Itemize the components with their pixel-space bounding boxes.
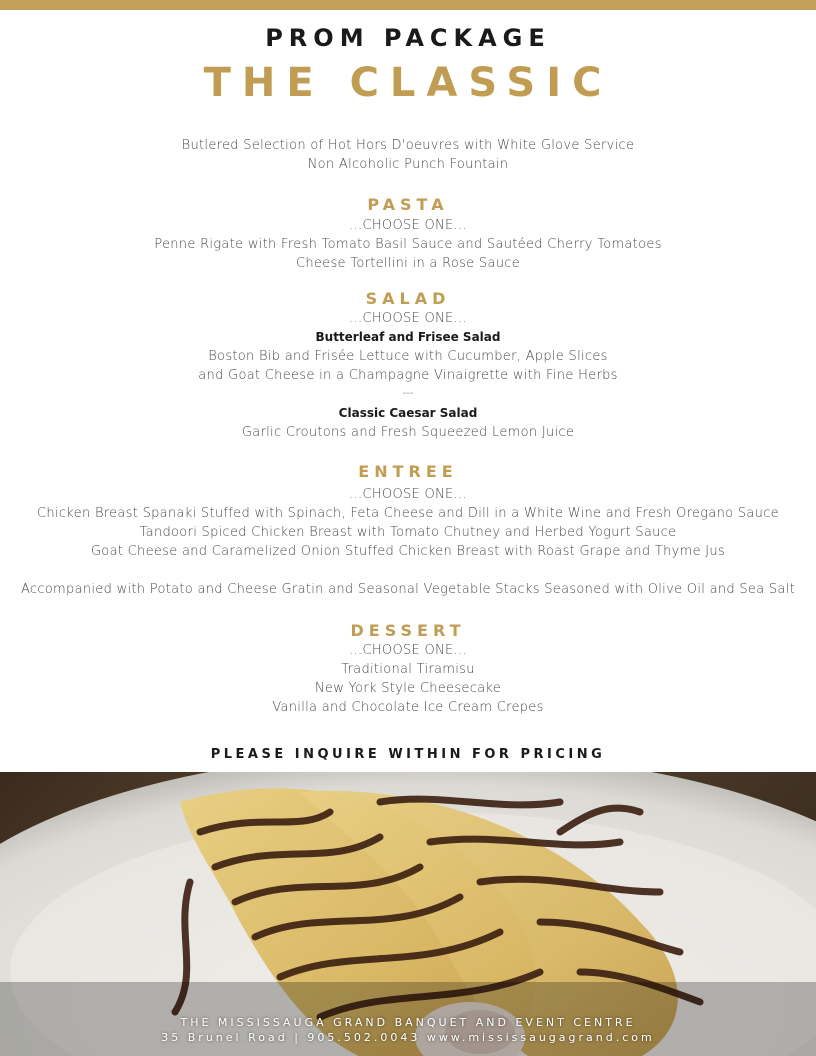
entree-item: Goat Cheese and Caramelized Onion Stuffed Chicken Breast with Roast Grape and Thyme Jus	[90, 544, 726, 559]
dessert-choose: ...CHOOSE ONE...	[349, 643, 467, 658]
dessert-item: Vanilla and Chocolate Ice Cream Crepes	[272, 700, 544, 715]
entree-item: Tandoori Spiced Chicken Breast with Tomato Chutney and Herbed Yogurt Sauce	[139, 525, 677, 540]
intro-line: Non Alcoholic Punch Fountain	[307, 157, 509, 172]
entree-accompaniment: Accompanied with Potato and Cheese Gratin and Seasonal Vegetable Stacks Seasoned with Olive Oil and Sea Salt	[20, 582, 796, 597]
salad-option-name: Butterleaf and Frisee Salad	[315, 330, 501, 344]
crepe-illustration	[0, 772, 816, 1056]
dessert-item: New York Style Cheesecake	[314, 681, 502, 696]
salad-choose: ...CHOOSE ONE...	[349, 311, 467, 326]
pasta-heading: PASTA	[367, 195, 449, 214]
pasta-item: Penne Rigate with Fresh Tomato Basil Sauce and Sautéed Cherry Tomatoes	[154, 237, 662, 252]
package-name: THE CLASSIC	[203, 60, 613, 106]
pasta-item: Cheese Tortellini in a Rose Sauce	[295, 256, 521, 271]
salad-option-name: Classic Caesar Salad	[338, 406, 478, 420]
salad-description: and Goat Cheese in a Champagne Vinaigrette with Fine Herbs	[198, 368, 618, 383]
dessert-heading: DESSERT	[350, 621, 466, 640]
salad-separator: ---	[402, 388, 414, 399]
salad-description: Boston Bib and Frisée Lettuce with Cucumber, Apple Slices	[208, 349, 608, 364]
salad-description: Garlic Croutons and Fresh Squeezed Lemon Juice	[241, 425, 575, 440]
dessert-item: Traditional Tiramisu	[341, 662, 475, 677]
package-title: PROM PACKAGE	[265, 24, 551, 52]
salad-heading: SALAD	[365, 289, 451, 308]
intro-line: Butlered Selection of Hot Hors D'oeuvres with White Glove Service	[181, 138, 635, 153]
top-accent-bar	[0, 0, 816, 10]
crepe-dessert-photo	[0, 772, 816, 1056]
venue-contact: 35 Brunel Road | 905.502.0043 www.mississaugagrand.com	[161, 1031, 655, 1044]
entree-choose: ...CHOOSE ONE...	[349, 487, 467, 502]
venue-name: THE MISSISSAUGA GRAND BANQUET AND EVENT CENTRE	[180, 1016, 636, 1029]
pricing-note: PLEASE INQUIRE WITHIN FOR PRICING	[210, 747, 606, 762]
entree-item: Chicken Breast Spanaki Stuffed with Spinach, Feta Cheese and Dill in a White Wine and Fresh Oregano Sauce	[37, 506, 779, 521]
pasta-choose: ...CHOOSE ONE...	[349, 218, 467, 233]
entree-heading: ENTREE	[358, 462, 458, 481]
